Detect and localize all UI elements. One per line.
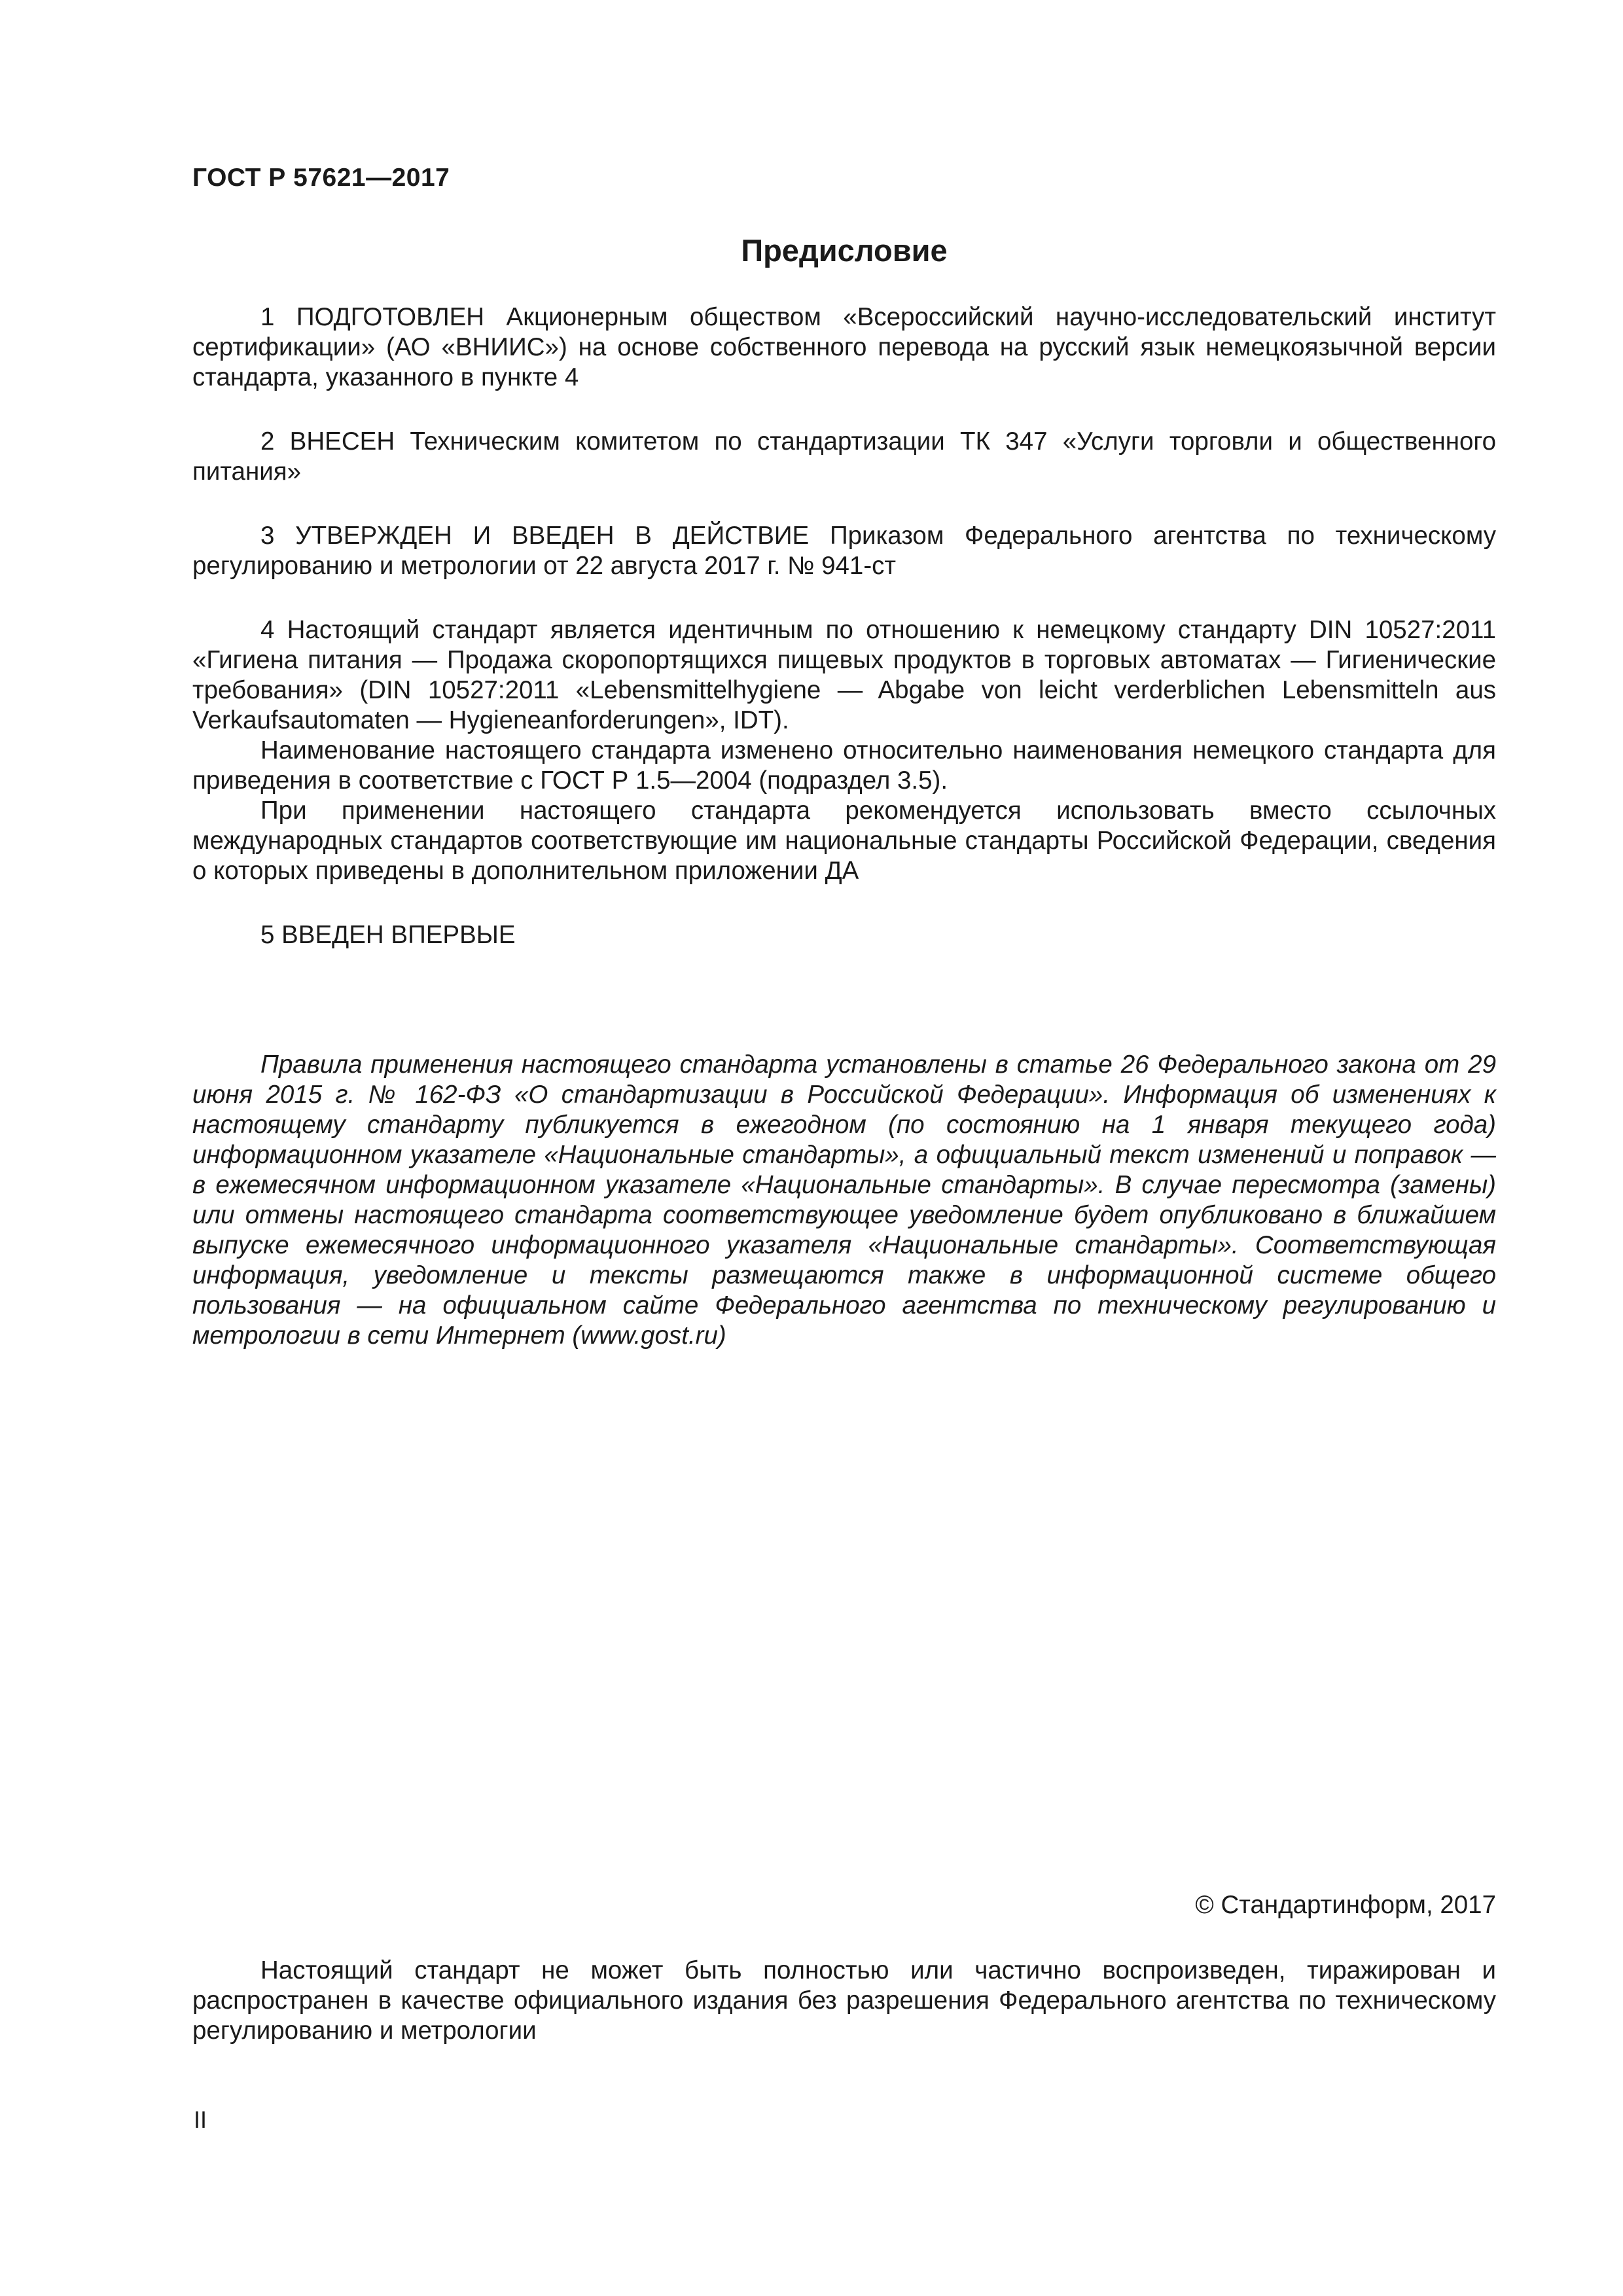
foreword-item-4-references: При применении настоящего стандарта рекомендуется использовать вместо ссылочных международных стандартов соответствующие им национальные стандарты Российской Федерации, сведения о которых приведены в дополнительном приложении ДА bbox=[192, 797, 1496, 885]
foreword-item-4-name-change: Наименование настоящего стандарта изменено относительно наименования немецкого стандарта для приведения в соответствие с ГОСТ Р 1.5—2004 (подраздел 3.5). bbox=[192, 736, 1496, 795]
foreword-item-3: 3 УТВЕРЖДЕН И ВВЕДЕН В ДЕЙСТВИЕ Приказом Федерального агентства по техническому регулированию и метрологии от 22 августа 2017 г. № 941-ст bbox=[192, 522, 1496, 580]
copyright-line: © Стандартинформ, 2017 bbox=[1195, 1891, 1496, 1919]
foreword-section bbox=[192, 302, 1496, 950]
reproduction-notice-text: Настоящий стандарт не может быть полностью или частично воспроизведен, тиражирован и распространен в качестве официального издания без разрешения Федерального агентства по техническому регулированию и метрологии bbox=[192, 1956, 1496, 2045]
foreword-item-2: 2 ВНЕСЕН Техническим комитетом по стандартизации ТК 347 «Услуги торговли и общественного питания» bbox=[192, 427, 1496, 486]
application-rules-note bbox=[192, 1050, 1496, 1351]
reproduction-notice bbox=[192, 1956, 1496, 2046]
foreword-item-4: 4 Настоящий стандарт является идентичным по отношению к немецкому стандарту DIN 10527:2011 «Гигиена питания — Продажа скоропортящихся пищевых продуктов в торговых автоматах — Гигиенические требования» (DIN 10527:2011 «Lebensmittelhygiene — Abgabe von leicht verderblichen Lebensmitteln aus Verkaufsautomaten — Hygieneanforderungen», IDT). bbox=[192, 616, 1496, 734]
page-number: II bbox=[194, 2106, 207, 2133]
foreword-item-5: 5 ВВЕДЕН ВПЕРВЫЕ bbox=[260, 921, 516, 949]
foreword-item-1: 1 ПОДГОТОВЛЕН Акционерным обществом «Всероссийский научно-исследовательский институт сертификации» (АО «ВНИИС») на основе собственного перевода на русский язык немецкоязычной версии стандарта, указанного в пункте 4 bbox=[192, 303, 1496, 391]
section-heading: Предисловие bbox=[741, 233, 948, 268]
document-code: ГОСТ Р 57621—2017 bbox=[192, 164, 450, 192]
application-rules-text: Правила применения настоящего стандарта установлены в статье 26 Федерального закона от 29 июня 2015 г. № 162-ФЗ «О стандартизации в Российской Федерации». Информация об изменениях к настоящему стандарту публикуется в ежегодном (по состоянию на 1 января текущего года) информационном указателе «Национальные стандарты», а официальный текст изменений и поправок — в ежемесячном информационном указателе «Национальные стандарты». В случае пересмотра (замены) или отмены настоящего стандарта соответствующее уведомление будет опубликовано в ближайшем выпуске ежемесячного информационного указателя «Национальные стандарты». Соответствующая информация, уведомление и тексты размещаются также в информационной системе общего пользования — на официальном сайте Федерального агентства по техническому регулированию и метрологии в сети Интернет (www.gost.ru) bbox=[192, 1050, 1496, 1350]
